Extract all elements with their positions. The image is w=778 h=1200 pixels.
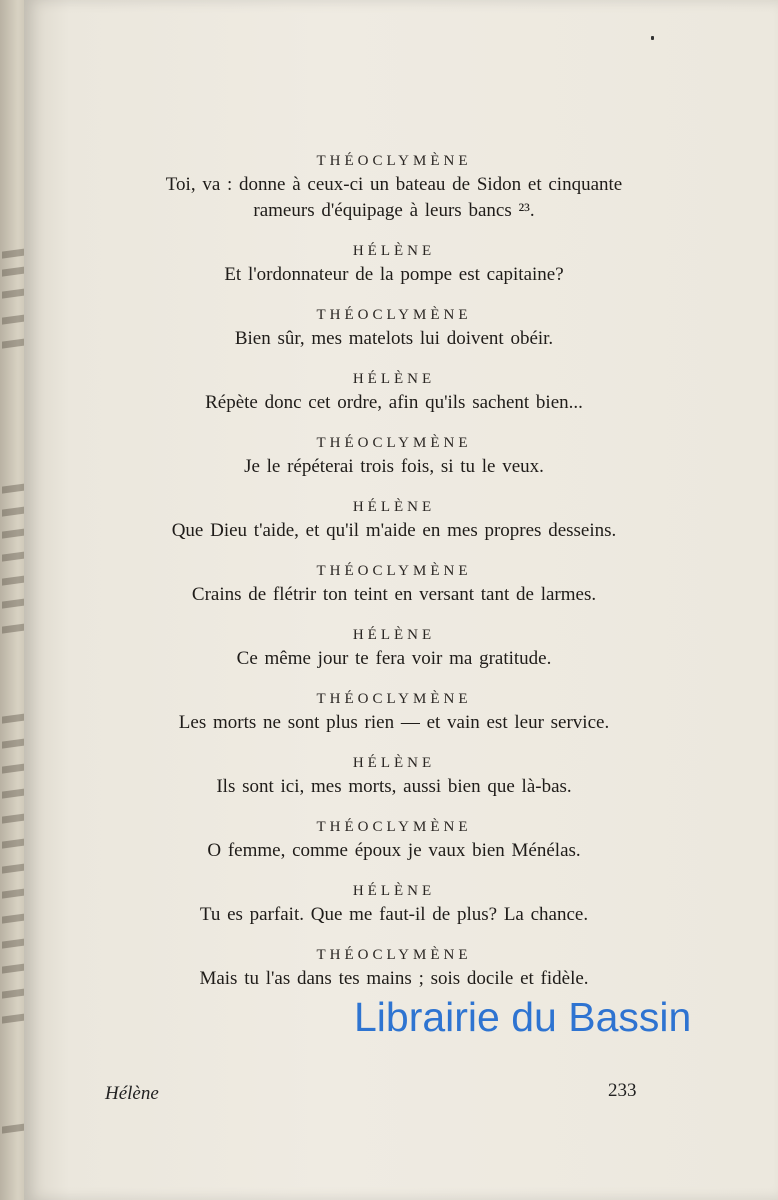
speaker-name: HÉLÈNE [352, 755, 436, 771]
speaker-name: HÉLÈNE [352, 627, 436, 643]
watermark: Librairie du Bassin [354, 994, 692, 1040]
speaker-name: THÉOCLYMÈNE [316, 691, 472, 707]
verse-line: Les morts ne sont plus rien — et vain est leur service. [178, 712, 610, 733]
bleed-mark [2, 506, 26, 516]
bleed-mark [2, 913, 26, 923]
dialogue-text [94, 150, 694, 992]
dialogue-exchange [94, 368, 694, 416]
bleed-mark [2, 813, 26, 823]
print-speck [651, 36, 654, 40]
dialogue-exchange [94, 816, 694, 864]
verse-line: O femme, comme époux je vaux bien Ménélas. [207, 840, 581, 861]
bleed-mark [2, 598, 26, 608]
verse-line: Toi, va : donne à ceux-ci un bateau de Sidon et cinquante [165, 174, 623, 195]
bleed-mark [2, 1013, 26, 1023]
verse-line: Tu es parfait. Que me faut-il de plus? La chance. [199, 904, 589, 925]
speaker-name: HÉLÈNE [352, 883, 436, 899]
bleed-mark [2, 938, 26, 948]
speaker-name: HÉLÈNE [352, 499, 436, 515]
bleed-mark [2, 963, 26, 973]
bleed-mark [2, 288, 26, 298]
bleed-mark [2, 575, 26, 585]
bleed-mark [2, 1123, 26, 1133]
verse-line: Ce même jour te fera voir ma gratitude. [236, 648, 552, 669]
dialogue-exchange [94, 150, 694, 224]
bleed-mark [2, 528, 26, 538]
bleed-mark [2, 248, 26, 258]
speaker-name: THÉOCLYMÈNE [316, 819, 472, 835]
speaker-name: THÉOCLYMÈNE [316, 947, 472, 963]
speaker-name: THÉOCLYMÈNE [316, 435, 472, 451]
bleed-mark [2, 483, 26, 493]
bleed-mark [2, 863, 26, 873]
verse-line: Bien sûr, mes matelots lui doivent obéir. [234, 328, 554, 349]
speaker-name: THÉOCLYMÈNE [316, 153, 472, 169]
bleed-mark [2, 713, 26, 723]
speaker-name: HÉLÈNE [352, 371, 436, 387]
dialogue-exchange [94, 624, 694, 672]
bleed-mark [2, 763, 26, 773]
verse-line: Mais tu l'as dans tes mains ; sois docile et fidèle. [199, 968, 589, 989]
bleed-mark [2, 314, 26, 324]
speaker-name: HÉLÈNE [352, 243, 436, 259]
bleed-mark [2, 551, 26, 561]
dialogue-exchange [94, 560, 694, 608]
verse-line: Répète donc cet ordre, afin qu'ils sachent bien... [205, 392, 583, 413]
verse-line: Je le répéterai trois fois, si tu le veux. [244, 456, 544, 477]
dialogue-exchange [94, 304, 694, 352]
verse-line: rameurs d'équipage à leurs bancs ²³. [253, 200, 535, 221]
bleed-mark [2, 738, 26, 748]
verse-line: Et l'ordonnateur de la pompe est capitaine? [224, 264, 564, 285]
page-number: 233 [608, 1080, 637, 1101]
dialogue-exchange [94, 752, 694, 800]
dialogue-exchange [94, 496, 694, 544]
dialogue-exchange [94, 880, 694, 928]
dialogue-exchange [94, 432, 694, 480]
bleed-mark [2, 266, 26, 276]
speaker-name: THÉOCLYMÈNE [316, 307, 472, 323]
bleed-mark [2, 788, 26, 798]
bleed-mark [2, 888, 26, 898]
running-title: Hélène [105, 1083, 159, 1104]
bleed-mark [2, 338, 26, 348]
verse-line: Crains de flétrir ton teint en versant tant de larmes. [191, 584, 597, 605]
book-page [24, 0, 778, 1200]
verse-line: Ils sont ici, mes morts, aussi bien que là-bas. [216, 776, 572, 797]
verse-line: Que Dieu t'aide, et qu'il m'aide en mes propres desseins. [171, 520, 617, 541]
bleed-mark [2, 988, 26, 998]
speaker-name: THÉOCLYMÈNE [316, 563, 472, 579]
bleed-mark [2, 623, 26, 633]
dialogue-exchange [94, 688, 694, 736]
dialogue-exchange [94, 240, 694, 288]
dialogue-exchange [94, 944, 694, 992]
bleed-mark [2, 838, 26, 848]
